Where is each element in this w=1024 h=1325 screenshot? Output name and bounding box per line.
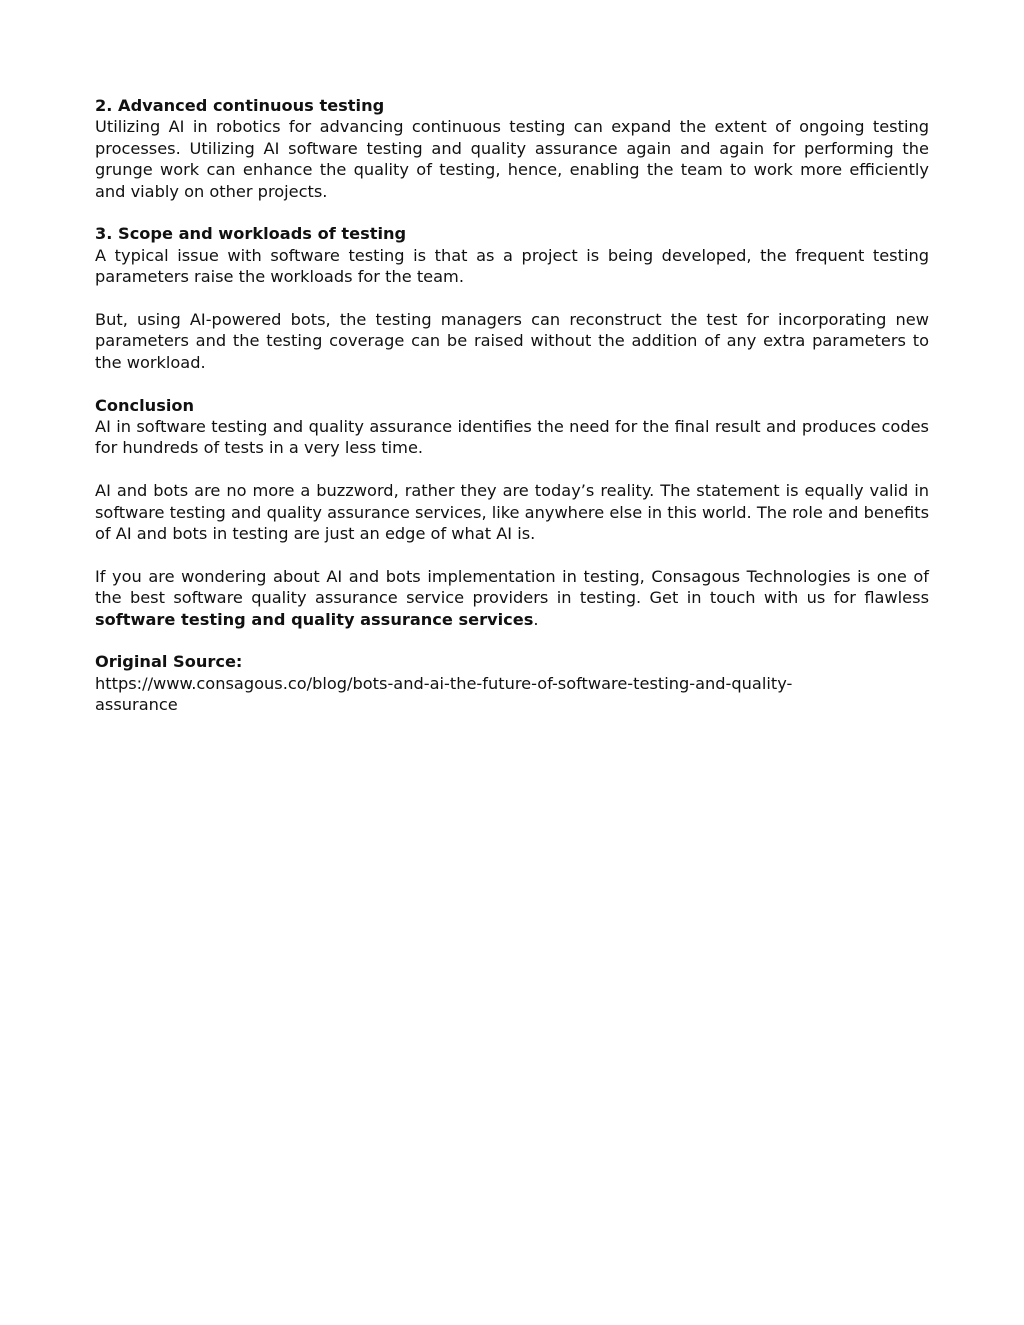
section-heading: 3. Scope and workloads of testing bbox=[95, 224, 407, 244]
section-conclusion bbox=[95, 395, 929, 630]
source-url-line-1: https://www.consagous.co/blog/bots-and-ai-the-future-of-software-testing-and-quality- bbox=[95, 673, 793, 693]
document-page bbox=[95, 95, 929, 737]
paragraph: AI and bots are no more a buzzword, rather they are today’s reality. The statement is equally valid in software testing and quality assurance services, like anywhere else in this world. The role and benefits of AI and bots in testing are just an edge of what AI is. bbox=[95, 481, 929, 544]
services-link-text: software testing and quality assurance services bbox=[95, 609, 534, 629]
section-advanced-continuous-testing bbox=[95, 95, 929, 202]
paragraph: AI in software testing and quality assurance identifies the need for the final result and produces codes for hundreds of tests in a very less time. bbox=[95, 417, 929, 458]
section-heading: 2. Advanced continuous testing bbox=[95, 96, 385, 115]
source-url[interactable] bbox=[95, 673, 895, 716]
closing-period: . bbox=[533, 609, 539, 629]
source-label: Original Source: bbox=[95, 652, 243, 672]
paragraph: But, using AI-powered bots, the testing managers can reconstruct the test for incorporating new parameters and the testing coverage can be raised without the addition of any extra parameters to the workload. bbox=[95, 310, 929, 372]
section-original-source bbox=[95, 651, 929, 715]
closing-paragraph bbox=[95, 566, 929, 630]
paragraph: Utilizing AI in robotics for advancing continuous testing can expand the extent of ongoing testing processes. Utilizing AI software testing and quality assurance again and again for performing the grunge work can enhance the quality of testing, hence, enabling the team to work more efficiently and viably on other projects. bbox=[95, 117, 929, 201]
section-scope-and-workloads bbox=[95, 223, 929, 373]
section-heading: Conclusion bbox=[95, 395, 195, 415]
paragraph: A typical issue with software testing is that as a project is being developed, the frequent testing parameters raise the workloads for the team. bbox=[95, 245, 929, 287]
source-url-line-2: assurance bbox=[95, 695, 178, 715]
closing-text: If you are wondering about AI and bots implementation in testing, Consagous Technologies is one of the best software quality assurance service providers in testing. Get in touch with us for flawless bbox=[95, 566, 929, 608]
